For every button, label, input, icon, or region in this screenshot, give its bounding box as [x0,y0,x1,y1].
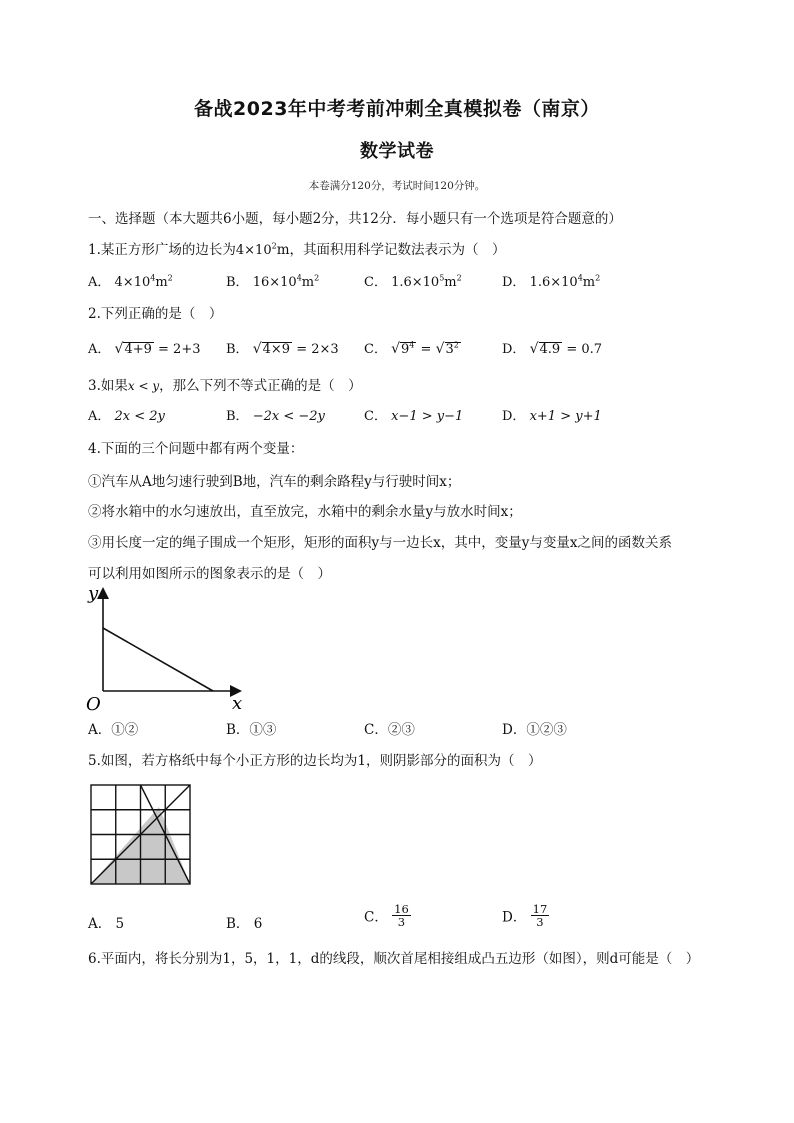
q4-item-3: ③用长度一定的绳子围成一个矩形，矩形的面积y与一边长x，其中，变量y与变量x之间的函数关系 [88,535,672,551]
q1-option-c[interactable]: C． $1.6\times 10^5m^2$ [364,273,462,290]
q4-graph [80,583,260,715]
fraction-16-3: $\frac{16}{3}$ [394,902,409,930]
graph-line [103,628,213,691]
q3-option-c[interactable]: C． x−1 > y−1 [364,409,464,424]
q1-option-b[interactable]: B． $16\times 10^4m^2$ [226,273,320,290]
q1-option-d[interactable]: D． $1.6\times 10^4m^2$ [502,273,601,290]
section-heading: 一、选择题（本大题共6小题，每小题2分，共12分．每小题只有一个选项是符合题意的） [88,211,622,227]
q5-option-b[interactable]: B． 6 [226,916,263,932]
exam-title: 备战2023年中考考前冲刺全真模拟卷（南京） [194,98,600,120]
q3-option-b[interactable]: B． −2x < −2y [226,409,325,424]
exam-note: 本卷满分120分，考试时间120分钟。 [308,180,486,192]
q5-option-d[interactable]: D． $\frac{17}{3}$ [502,902,548,930]
q3-option-a[interactable]: A． 2x < 2y [88,409,165,424]
q3-option-d[interactable]: D． x+1 > y+1 [502,409,602,424]
q4-item-2: ②将水箱中的水匀速放出，直至放完，水箱中的剩余水量y与放水时间x； [88,504,522,520]
y-axis-arrow [97,587,109,599]
q5-option-c[interactable]: C． $\frac{16}{3}$ [364,902,409,930]
q6-stem: 6.平面内，将长分别为1，5，1，1，d的线段，顺次首尾相接组成凸五边形（如图），则d可能是（ ） [88,951,700,967]
q1-option-a[interactable]: A． $4\times 10^4m^2$ [88,273,173,290]
q5-stem: 5.如图，若方格纸中每个小正方形的边长均为1，则阴影部分的面积为（ ） [88,753,542,769]
q4-item-3b: 可以利用如图所示的图象表示的是（ ） [88,566,331,582]
q3-stem: 3.如果x < y，那么下列不等式正确的是（ ） [88,378,362,394]
q2-option-b[interactable]: B． √4×9 = 2×3 [226,341,339,357]
origin-label: O [86,694,101,715]
q2-option-c[interactable]: C． $√9^4 = √3^2$ [364,340,459,357]
q5-grid-figure [89,783,193,887]
x-axis-label: x [232,693,243,714]
y-axis-label: y [88,583,99,604]
q4-option-b[interactable]: B．①③ [226,722,277,738]
q4-option-c[interactable]: C．②③ [364,722,415,738]
q4-stem: 4.下面的三个问题中都有两个变量： [88,441,304,457]
exam-subtitle: 数学试卷 [360,141,434,162]
q4-item-1: ①汽车从A地匀速行驶到B地，汽车的剩余路程y与行驶时间x； [88,474,461,490]
q2-option-a[interactable]: A． √4+9 = 2+3 [88,341,201,357]
q2-option-d[interactable]: D． √4.9 = 0.7 [502,341,603,357]
fraction-17-3: $\frac{17}{3}$ [532,902,548,930]
q5-option-a[interactable]: A． 5 [88,916,125,932]
q2-stem: 2.下列正确的是（ ） [88,306,223,322]
q4-option-d[interactable]: D．①②③ [502,722,567,738]
q4-option-a[interactable]: A．①② [88,722,139,738]
q1-stem: 1.某正方形广场的边长为$4\times 10^2m$，其面积用科学记数法表示为（ ） [88,241,506,258]
